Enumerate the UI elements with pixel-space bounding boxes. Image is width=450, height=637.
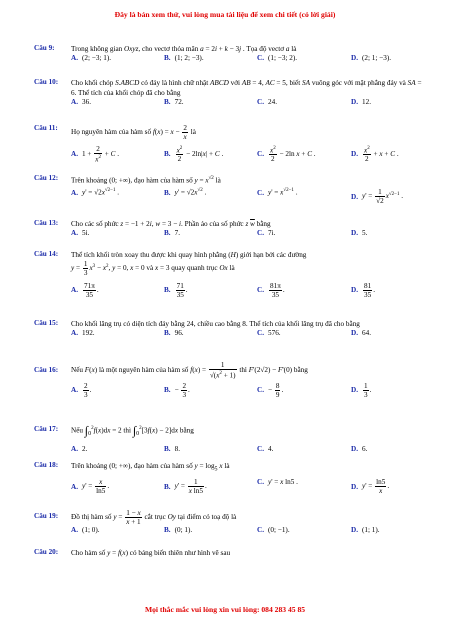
options: [71, 145, 428, 165]
options: [71, 98, 428, 110]
question-19: [34, 508, 428, 538]
question-number: Câu 18:: [34, 461, 59, 469]
question-9: [34, 44, 428, 66]
option-c[interactable]: C. (0; −1).: [257, 526, 290, 534]
question-number: Câu 12:: [34, 174, 59, 182]
option-d[interactable]: D. y' = $\frac{\ln 5}{x}$ .: [351, 478, 390, 496]
option-a[interactable]: A. (2; −3; 1).: [71, 54, 112, 62]
options: [71, 478, 428, 498]
option-a[interactable]: A. y' = $\frac{x}{\ln 5}$ .: [71, 478, 110, 496]
question-10: [34, 78, 428, 110]
question-number: Câu 17:: [34, 425, 59, 433]
question-text: Trong không gian Oxyz, cho vectơ thỏa mãn a = 2i + k − 3j . Tọa độ vectơ a là: [71, 45, 297, 53]
options: [71, 54, 428, 66]
question-text: Cho khối lăng trụ có diện tích đáy bằng 24, chiều cao bằng 8. Thể tích của khối lăng trụ đã cho bằng: [71, 320, 360, 328]
option-d[interactable]: D. 64.: [351, 329, 371, 337]
option-b[interactable]: B. (1; 2; −3).: [164, 54, 204, 62]
option-b[interactable]: B. 72.: [164, 98, 184, 106]
option-a[interactable]: A. $\frac{71\pi}{35}$ .: [71, 282, 99, 299]
question-20: [34, 548, 428, 558]
question-text: Cho các số phức z = −1 + 2i, w = 3 − i. Phần ảo của số phức z $\overline{w}$ bằng: [71, 220, 271, 228]
options: [71, 188, 428, 206]
option-a[interactable]: A. 5i.: [71, 229, 90, 237]
question-text: Trên khoảng (0; +∞), đạo hàm của hàm số $y = x^{√2}$ là: [71, 176, 221, 185]
option-a[interactable]: A. 192.: [71, 329, 95, 337]
options: [71, 445, 428, 457]
option-d[interactable]: D. $\frac{81}{35}$ .: [351, 282, 375, 299]
option-c[interactable]: C. (1; −3; 2).: [257, 54, 298, 62]
options: [71, 526, 428, 538]
question-number: Câu 16:: [34, 366, 59, 374]
question-number: Câu 10:: [34, 78, 59, 86]
question-16: [34, 358, 428, 404]
question-text: Trên khoảng (0; +∞), đạo hàm của hàm số $y = \log_5 x$ là: [71, 462, 230, 473]
page-footer: Mọi thắc mắc vui lòng xin vui lòng: 084 283 45 85: [144, 605, 306, 614]
option-a[interactable]: A. (1; 0).: [71, 526, 100, 534]
option-c[interactable]: C. y' = x ln5 .: [257, 478, 298, 487]
question-number: Câu 11:: [34, 124, 58, 132]
option-a[interactable]: A. $y' = √2x^{√2-1}$ .: [71, 188, 120, 197]
option-a[interactable]: A. 36.: [71, 98, 91, 106]
question-number: Câu 15:: [34, 319, 59, 327]
question-text: Nếu F(x) là một nguyên hàm của hàm số f(x) = $\frac{1}{√(x^2 + 1)}$ thì F'(2√2) − F'(0) bằng: [71, 361, 308, 380]
option-b[interactable]: B. (0; 1).: [164, 526, 193, 534]
option-c[interactable]: C. 24.: [257, 98, 277, 106]
options: [71, 382, 428, 404]
option-b[interactable]: B. − $\frac{2}{3}$ .: [164, 382, 190, 399]
option-b[interactable]: B. 8.: [164, 444, 180, 453]
question-12: [34, 174, 428, 206]
question-number: Câu 20:: [34, 548, 59, 556]
question-11: [34, 124, 428, 165]
question-text: Nếu $\int_0^2f(x)dx = 2$ thì $\int_0^2[3f(x) - 2]dx$ bằng: [71, 423, 194, 438]
option-d[interactable]: D. (1; 1).: [351, 526, 380, 534]
option-b[interactable]: B. 96.: [164, 329, 184, 337]
options: [71, 282, 428, 304]
option-d[interactable]: D. 12.: [351, 98, 371, 106]
option-c[interactable]: C. $y' = x^{√2-1}$ .: [257, 188, 298, 197]
question-number: Câu 19:: [34, 512, 59, 520]
option-d[interactable]: D. 6.: [351, 444, 368, 453]
option-c[interactable]: C. $\frac{81\pi}{35}$ .: [257, 282, 285, 299]
options: [71, 229, 428, 241]
option-b[interactable]: B. $\frac{x^2}{2}$ − 2ln|x| + C .: [164, 146, 224, 164]
page-header: Đây là bản xem thử, vui lòng mua tài liệu để xem chi tiết (có lời giải): [114, 10, 336, 19]
option-d[interactable]: D. 5.: [351, 229, 368, 237]
option-b[interactable]: B. y' = $\frac{1}{\text{x ln5}}$ .: [164, 478, 207, 496]
option-a[interactable]: A. $\frac{2}{3}$ .: [71, 382, 92, 399]
option-b[interactable]: B. $y' = √2x^{√2}$ .: [164, 188, 207, 197]
option-d[interactable]: D. y' = $\frac{1}{√2}$ $x^{√2-1}$ .: [351, 188, 404, 206]
option-c[interactable]: C. − $\frac{8}{9}$ .: [257, 382, 284, 399]
question-text: Cho hàm số y = f(x) có bảng biến thiên như hình vẽ sau: [71, 549, 231, 557]
option-a[interactable]: A. 1 + $\frac{2}{x^2}$ + C .: [71, 145, 119, 164]
question-18: [34, 461, 428, 498]
option-b[interactable]: B. $\frac{71}{35}$ .: [164, 282, 188, 299]
question-14: [34, 250, 428, 304]
option-c[interactable]: C. 4.: [257, 444, 274, 453]
option-c[interactable]: C. 7i.: [257, 229, 276, 237]
options: [71, 329, 428, 341]
question-number: Câu 9:: [34, 44, 55, 52]
question-text: Cho khối chóp S.ABCD có đáy là hình chữ nhật ABCD với AB = 4, AC = 5, biết SA vuông góc với mặt phẳng đáy và SA = 6. Thể tích của khối chóp đã cho bằng: [71, 79, 422, 97]
question-text: Họ nguyên hàm của hàm số f(x) = x − $\frac{2}{x}$ là: [71, 124, 196, 141]
question-17: [34, 418, 428, 457]
question-text: Đồ thị hàm số y = $\frac{1 - x}{x + 1}$ cắt trục Oy tại điểm có toạ độ là: [71, 508, 237, 526]
option-c[interactable]: C. $\frac{x^2}{2}$ − 2ln x + C .: [257, 146, 316, 164]
option-a[interactable]: A. 2.: [71, 444, 88, 453]
question-text: Thể tích khối tròn xoay thu được khi quay hình phẳng (H) giới hạn bởi các đường y = $\frac{1}{3}$ $x^3 - x^2$, y = 0, x = 0 và x = 3 quay quanh trục Ox là: [71, 251, 307, 277]
option-d[interactable]: D. (2; 1; −3).: [351, 54, 392, 62]
question-number: Câu 13:: [34, 219, 59, 227]
option-d[interactable]: D. $\frac{1}{3}$ .: [351, 382, 372, 399]
question-number: Câu 14:: [34, 250, 59, 258]
option-d[interactable]: D. $\frac{x^2}{2}$ + x + C .: [351, 146, 399, 164]
question-13: [34, 219, 428, 241]
question-15: [34, 319, 428, 341]
option-b[interactable]: B. 7.: [164, 229, 180, 237]
option-c[interactable]: C. 576.: [257, 329, 281, 337]
